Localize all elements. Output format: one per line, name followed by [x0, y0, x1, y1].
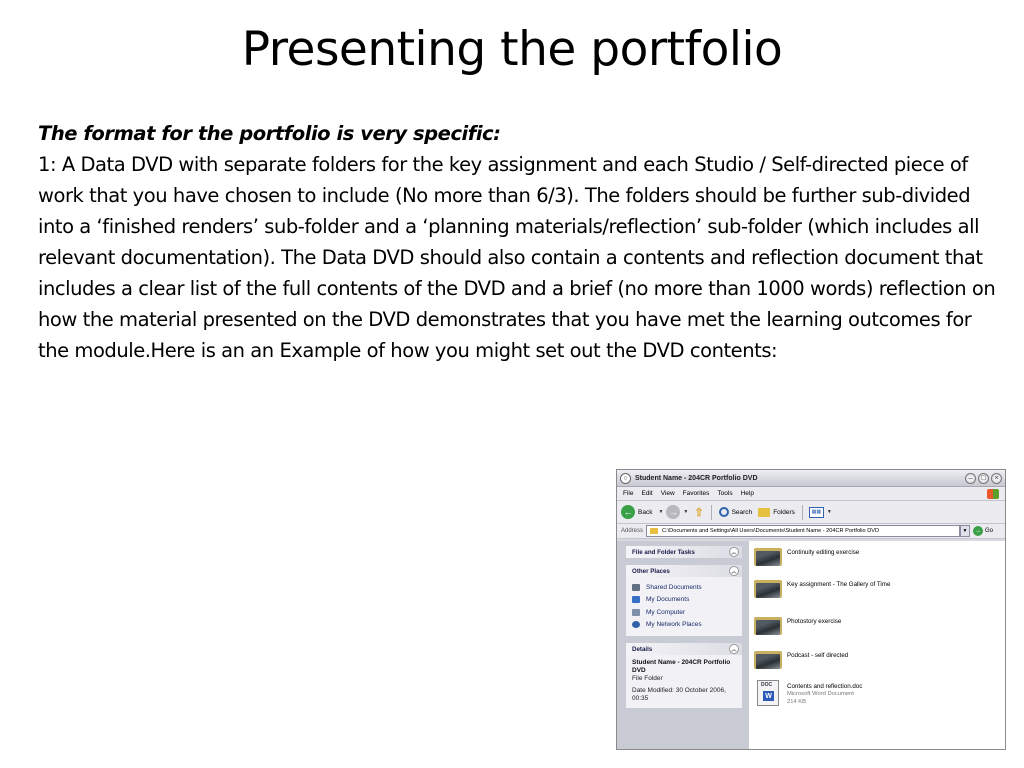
- picture-folder-icon: [754, 578, 782, 600]
- document-size: 214 KB: [787, 698, 807, 705]
- folders-button-label[interactable]: Folders: [773, 508, 795, 516]
- document-info: [787, 683, 897, 706]
- panel-header[interactable]: [626, 546, 742, 558]
- address-bar: [617, 524, 1005, 539]
- address-input[interactable]: [646, 525, 960, 537]
- up-folder-icon[interactable]: ⇧: [694, 506, 704, 519]
- details-name: Student Name - 204CR Portfolio DVD: [632, 659, 731, 674]
- toolbar-separator: [802, 505, 803, 520]
- address-path: C:\Documents and Settings\All Users\Documents\Student Name - 204CR Portfolio DVD: [662, 528, 880, 534]
- details-type: File Folder: [632, 675, 663, 682]
- views-dropdown-icon[interactable]: ▼: [826, 509, 832, 515]
- search-icon[interactable]: [719, 507, 729, 517]
- my-computer-icon: [632, 609, 640, 616]
- panel-header[interactable]: [626, 643, 742, 655]
- network-places-icon: [632, 621, 640, 628]
- word-document-icon: [757, 680, 779, 706]
- document-type: Microsoft Word Document: [787, 691, 854, 697]
- details-body: [626, 655, 742, 708]
- folder-name: Key assignment - The Gallery of Time: [787, 581, 891, 588]
- menu-file[interactable]: File: [623, 490, 634, 497]
- task-pane: [617, 541, 749, 750]
- close-button[interactable]: ×: [991, 473, 1002, 484]
- picture-folder-icon: [754, 615, 782, 637]
- search-button-label[interactable]: Search: [731, 508, 753, 516]
- folder-item[interactable]: [754, 649, 897, 671]
- document-item[interactable]: [754, 680, 897, 706]
- place-my-documents[interactable]: [632, 594, 736, 607]
- place-my-network-places[interactable]: [632, 619, 736, 632]
- views-icon[interactable]: ▦▦: [809, 507, 824, 518]
- place-my-computer[interactable]: [632, 606, 736, 619]
- other-places-list: [626, 577, 742, 636]
- document-name: Contents and reflection.doc: [787, 683, 863, 690]
- slide-body: [38, 118, 998, 366]
- address-label: Address: [621, 528, 644, 534]
- forward-dropdown-icon[interactable]: ▼: [683, 509, 689, 515]
- maximize-button[interactable]: □: [978, 473, 989, 484]
- windows-logo-icon: [987, 489, 999, 499]
- panel-title: File and Folder Tasks: [632, 548, 695, 556]
- folder-name: Photostory exercise: [787, 618, 842, 625]
- place-label: My Computer: [646, 608, 686, 616]
- go-arrow-icon[interactable]: →: [975, 528, 982, 534]
- forward-arrow-icon[interactable]: →: [666, 505, 680, 519]
- picture-folder-icon: [754, 546, 782, 568]
- file-folder-tasks-panel: [626, 546, 742, 558]
- chevron-up-icon[interactable]: ︽: [729, 644, 739, 654]
- explorer-window: [616, 469, 1006, 750]
- folder-icon: [650, 528, 658, 534]
- place-label: My Documents: [646, 596, 690, 604]
- back-dropdown-icon[interactable]: ▼: [658, 509, 664, 515]
- explorer-body: [617, 541, 1005, 750]
- chevron-up-icon[interactable]: ︽: [729, 566, 739, 576]
- menu-help[interactable]: Help: [740, 490, 754, 497]
- folder-item[interactable]: [754, 546, 897, 568]
- folder-item[interactable]: [754, 578, 897, 600]
- slide-title: Presenting the portfolio: [241, 22, 783, 77]
- menu-favorites[interactable]: Favorites: [682, 490, 710, 497]
- place-label: My Network Places: [646, 621, 702, 629]
- address-dropdown-icon[interactable]: ▼: [960, 525, 970, 537]
- picture-folder-icon: [754, 649, 782, 671]
- folder-name: Continuity editing exercise: [787, 549, 860, 556]
- window-titlebar[interactable]: [617, 470, 1005, 487]
- menu-edit[interactable]: Edit: [641, 490, 653, 497]
- menu-tools[interactable]: Tools: [717, 490, 733, 497]
- window-title: Student Name - 204CR Portfolio DVD: [635, 474, 758, 482]
- place-shared-documents[interactable]: [632, 581, 736, 594]
- panel-header[interactable]: [626, 565, 742, 577]
- word-logo-icon: W: [763, 691, 774, 701]
- slide-subheading: The format for the portfolio is very specific:: [38, 122, 501, 145]
- go-button-label[interactable]: Go: [985, 528, 994, 534]
- dvd-drive-icon: ○: [620, 473, 631, 484]
- details-modified: Date Modified: 30 October 2006, 00:35: [632, 687, 726, 702]
- slide-paragraph: 1: A Data DVD with separate folders for the key assignment and each Studio / Self-directed piece of work that you have chosen to include (No more than 6/3). The folders should be further sub-divided into a ‘finished renders’ sub-folder and a ‘planning materials/reflection’ sub-folder (which includes all relevant documentation). The Data DVD should also contain a contents and reflection document that includes a clear list of the full contents of the DVD and a brief (no more than 1000 words) reflection on how the material presented on the DVD demonstrates that you have met the learning outcomes for the module.Here is an an Example of how you might set out the DVD contents:: [38, 153, 996, 362]
- doc-tag: DOC: [761, 682, 773, 688]
- folder-contents: [749, 541, 1005, 750]
- details-panel: [626, 643, 742, 708]
- folders-icon[interactable]: [758, 508, 770, 517]
- shared-documents-icon: [632, 584, 640, 591]
- folder-item[interactable]: [754, 615, 897, 637]
- place-label: Shared Documents: [646, 583, 702, 591]
- panel-title: Other Places: [632, 567, 670, 575]
- back-button-label[interactable]: Back: [638, 508, 653, 516]
- toolbar-separator: [711, 505, 712, 520]
- panel-title: Details: [632, 645, 653, 653]
- my-documents-icon: [632, 596, 640, 603]
- menu-view[interactable]: View: [660, 490, 675, 497]
- toolbar: [617, 501, 1005, 524]
- other-places-panel: [626, 565, 742, 636]
- chevron-up-icon[interactable]: ︽: [729, 547, 739, 557]
- minimize-button[interactable]: –: [965, 473, 976, 484]
- folder-name: Podcast - self directed: [787, 652, 849, 659]
- menu-bar: [617, 487, 1005, 501]
- back-arrow-icon[interactable]: ←: [621, 505, 635, 519]
